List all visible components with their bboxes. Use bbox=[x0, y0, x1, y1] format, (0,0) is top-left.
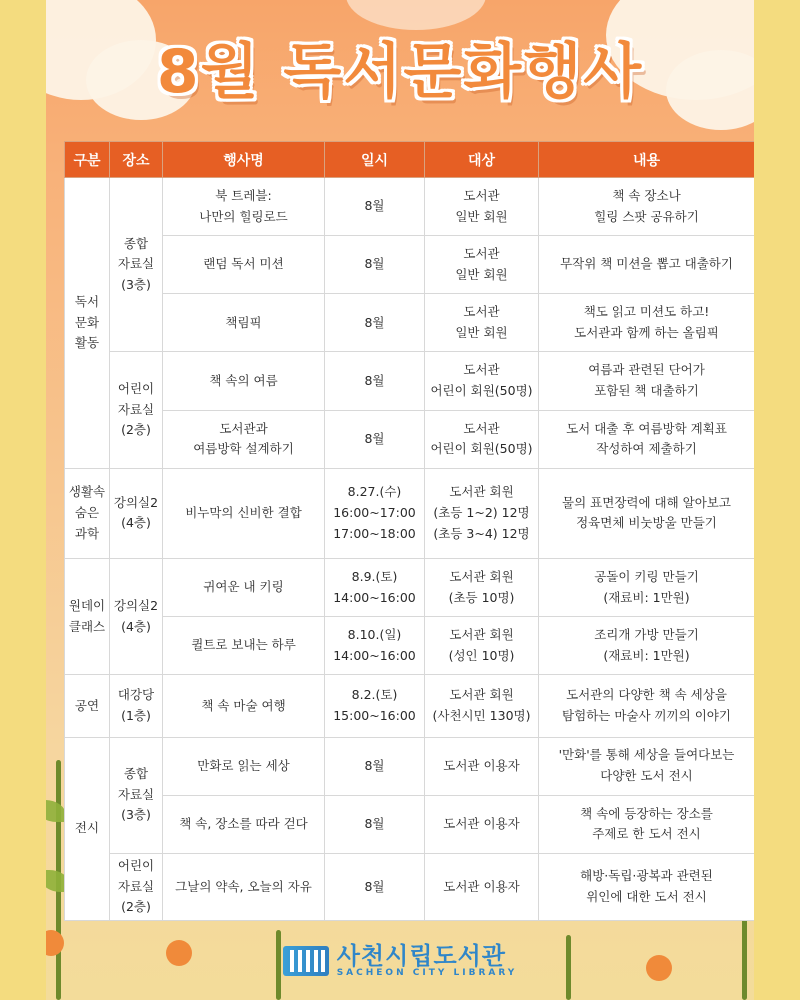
library-name: 사천시립도서관 bbox=[336, 942, 506, 970]
category-cell: 독서 문화 활동 bbox=[65, 178, 110, 469]
footer bbox=[46, 944, 754, 980]
table-row bbox=[65, 559, 755, 617]
table-header-row bbox=[65, 142, 755, 178]
target-cell: 도서관 일반 회원 bbox=[425, 178, 539, 236]
library-name-en: SACHEON CITY LIBRARY bbox=[336, 968, 518, 978]
content-cell: 물의 표면장력에 대해 알아보고 정육면체 비눗방울 만들기 bbox=[539, 468, 755, 558]
event-cell: 도서관과 여름방학 설계하기 bbox=[163, 410, 325, 468]
content-cell: 공돌이 키링 만들기 (재료비: 1만원) bbox=[539, 559, 755, 617]
library-logo bbox=[283, 944, 518, 978]
column-header-place: 장소 bbox=[110, 142, 163, 178]
table-row bbox=[65, 294, 755, 352]
leaf-decoration bbox=[46, 800, 66, 822]
category-cell: 공연 bbox=[65, 675, 110, 737]
date-cell: 8.9.(토) 14:00~16:00 bbox=[325, 559, 425, 617]
date-cell: 8월 bbox=[325, 853, 425, 920]
content-cell: 책 속 장소나 힐링 스팟 공유하기 bbox=[539, 178, 755, 236]
category-cell: 전시 bbox=[65, 737, 110, 920]
column-header-target: 대상 bbox=[425, 142, 539, 178]
target-cell: 도서관 이용자 bbox=[425, 737, 539, 795]
library-logo-icon bbox=[283, 946, 329, 976]
place-cell: 대강당 (1층) bbox=[110, 675, 163, 737]
content-cell: 여름과 관련된 단어가 포함된 책 대출하기 bbox=[539, 352, 755, 410]
content-cell: 도서관의 다양한 책 속 세상을 탐험하는 마술사 끼끼의 이야기 bbox=[539, 675, 755, 737]
date-cell: 8월 bbox=[325, 178, 425, 236]
date-cell: 8월 bbox=[325, 737, 425, 795]
content-cell: 도서 대출 후 여름방학 계획표 작성하여 제출하기 bbox=[539, 410, 755, 468]
table-row bbox=[65, 795, 755, 853]
event-cell: 그날의 약속, 오늘의 자유 bbox=[163, 853, 325, 920]
poster bbox=[46, 0, 754, 1000]
date-cell: 8월 bbox=[325, 294, 425, 352]
table-row bbox=[65, 178, 755, 236]
category-cell: 원데이 클래스 bbox=[65, 559, 110, 675]
target-cell: 도서관 회원 (초등 10명) bbox=[425, 559, 539, 617]
table-row bbox=[65, 617, 755, 675]
table-row bbox=[65, 675, 755, 737]
date-cell: 8월 bbox=[325, 410, 425, 468]
place-cell: 강의실2 (4층) bbox=[110, 559, 163, 675]
content-cell: 책 속에 등장하는 장소를 주제로 한 도서 전시 bbox=[539, 795, 755, 853]
table-row bbox=[65, 853, 755, 920]
target-cell: 도서관 일반 회원 bbox=[425, 236, 539, 294]
place-cell: 어린이 자료실 (2층) bbox=[110, 352, 163, 468]
column-header-content: 내용 bbox=[539, 142, 755, 178]
event-cell: 퀼트로 보내는 하루 bbox=[163, 617, 325, 675]
table-row bbox=[65, 236, 755, 294]
category-cell: 생활속 숨은 과학 bbox=[65, 468, 110, 558]
event-cell: 책 속의 여름 bbox=[163, 352, 325, 410]
event-cell: 북 트레블: 나만의 힐링로드 bbox=[163, 178, 325, 236]
column-header-event: 행사명 bbox=[163, 142, 325, 178]
target-cell: 도서관 일반 회원 bbox=[425, 294, 539, 352]
events-table bbox=[64, 141, 754, 921]
target-cell: 도서관 이용자 bbox=[425, 795, 539, 853]
event-cell: 랜덤 독서 미션 bbox=[163, 236, 325, 294]
column-header-category: 구분 bbox=[65, 142, 110, 178]
target-cell: 도서관 어린이 회원(50명) bbox=[425, 410, 539, 468]
content-cell: 조리개 가방 만들기 (재료비: 1만원) bbox=[539, 617, 755, 675]
event-cell: 귀여운 내 키링 bbox=[163, 559, 325, 617]
date-cell: 8.10.(일) 14:00~16:00 bbox=[325, 617, 425, 675]
place-cell: 강의실2 (4층) bbox=[110, 468, 163, 558]
event-cell: 책림픽 bbox=[163, 294, 325, 352]
event-cell: 비누막의 신비한 결합 bbox=[163, 468, 325, 558]
target-cell: 도서관 회원 (성인 10명) bbox=[425, 617, 539, 675]
date-cell: 8월 bbox=[325, 236, 425, 294]
column-header-date: 일시 bbox=[325, 142, 425, 178]
target-cell: 도서관 회원 (초등 1~2) 12명 (초등 3~4) 12명 bbox=[425, 468, 539, 558]
content-cell: '만화'를 통해 세상을 들여다보는 다양한 도서 전시 bbox=[539, 737, 755, 795]
place-cell: 종합 자료실 (3층) bbox=[110, 737, 163, 853]
table-row bbox=[65, 737, 755, 795]
date-cell: 8.2.(토) 15:00~16:00 bbox=[325, 675, 425, 737]
place-cell: 어린이 자료실 (2층) bbox=[110, 853, 163, 920]
date-cell: 8월 bbox=[325, 795, 425, 853]
table-row bbox=[65, 352, 755, 410]
date-cell: 8.27.(수) 16:00~17:00 17:00~18:00 bbox=[325, 468, 425, 558]
table-row bbox=[65, 468, 755, 558]
date-cell: 8월 bbox=[325, 352, 425, 410]
library-logo-text bbox=[337, 944, 518, 978]
event-cell: 책 속, 장소를 따라 걷다 bbox=[163, 795, 325, 853]
target-cell: 도서관 이용자 bbox=[425, 853, 539, 920]
page-title: 8월 독서문화행사 bbox=[156, 37, 644, 107]
content-cell: 해방·독립·광복과 관련된 위인에 대한 도서 전시 bbox=[539, 853, 755, 920]
event-cell: 만화로 읽는 세상 bbox=[163, 737, 325, 795]
event-cell: 책 속 마술 여행 bbox=[163, 675, 325, 737]
table-row bbox=[65, 410, 755, 468]
place-cell: 종합 자료실 (3층) bbox=[110, 178, 163, 352]
target-cell: 도서관 어린이 회원(50명) bbox=[425, 352, 539, 410]
content-cell: 무작위 책 미션을 뽑고 대출하기 bbox=[539, 236, 755, 294]
events-body bbox=[65, 178, 755, 921]
target-cell: 도서관 회원 (사천시민 130명) bbox=[425, 675, 539, 737]
content-cell: 책도 읽고 미션도 하고! 도서관과 함께 하는 올림픽 bbox=[539, 294, 755, 352]
